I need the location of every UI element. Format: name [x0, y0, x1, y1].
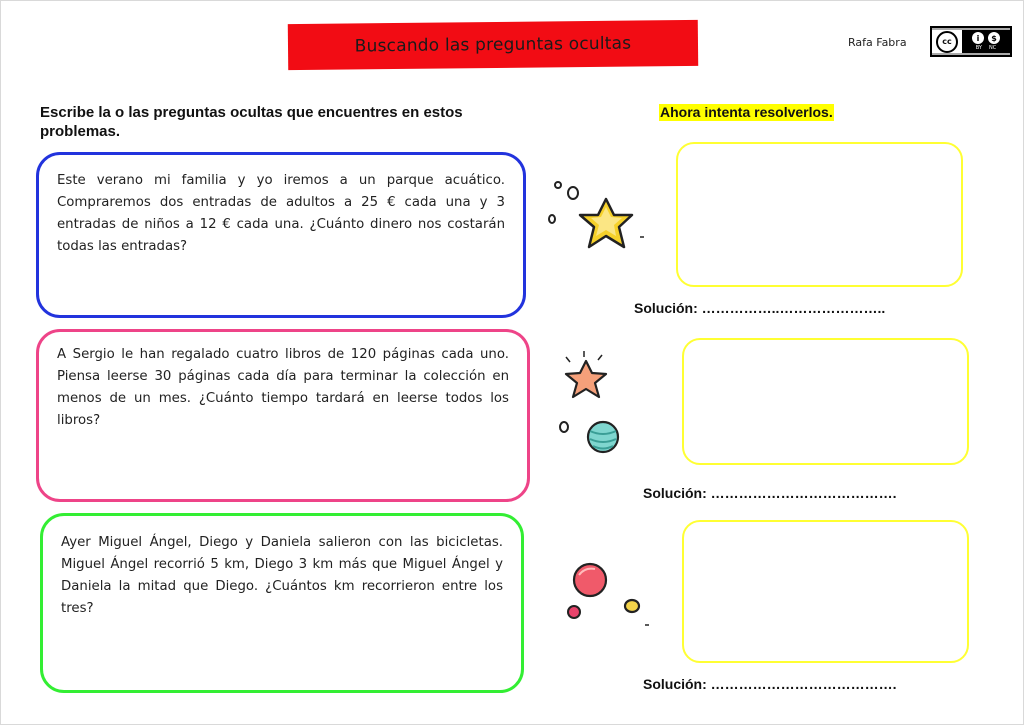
title-banner: [288, 20, 698, 70]
star-icon: [550, 345, 635, 465]
instructions: Escribe la o las preguntas ocultas que encuentres en estos problemas.: [40, 104, 463, 140]
answer-box-1[interactable]: [676, 142, 963, 287]
solution-line-3: Solución: ………………………………….: [643, 676, 897, 692]
author-name: Rafa Fabra: [848, 36, 907, 49]
answer-box-3[interactable]: [682, 520, 969, 663]
star-icon: [540, 175, 650, 270]
problem-box-1: [36, 152, 526, 318]
problem-text: A Sergio le han regalado cuatro libros de 120 páginas cada uno. Piensa leerse 30 páginas cada día para terminar la colección en menos de un mes. ¿Cuánto tiempo tardará en leerse todos los libros?: [57, 347, 509, 428]
problem-box-2: [36, 329, 530, 502]
problem-text: Este verano mi familia y yo iremos a un parque acuático. Compraremos dos entradas de adultos a 25 € cada una y 3 entradas de niños a 12 € cada una. ¿Cuánto dinero nos costarán todas las entradas?: [57, 173, 505, 254]
answer-box-2[interactable]: [682, 338, 969, 465]
solution-line-1: Solución: ……………..…………………..: [634, 300, 886, 316]
solve-heading: Ahora intenta resolverlos.: [660, 104, 833, 120]
problem-text: Ayer Miguel Ángel, Diego y Daniela salieron con las bicicletas. Miguel Ángel recorrió 5 km, Diego 3 km más que Miguel Ángel y Daniela la mitad que Diego. ¿Cuántos km recorrieron entre los tres?: [61, 535, 503, 616]
creative-commons-by-nc-icon: cc i $ BY NC: [930, 26, 1012, 57]
non-commercial-icon: $: [988, 32, 1000, 44]
problem-box-3: [40, 513, 524, 693]
page-title: Buscando las preguntas ocultas: [354, 33, 632, 57]
attribution-icon: i: [972, 32, 984, 44]
solution-line-2: Solución: ………………………………….: [643, 485, 897, 501]
planet-icon: [555, 555, 655, 635]
